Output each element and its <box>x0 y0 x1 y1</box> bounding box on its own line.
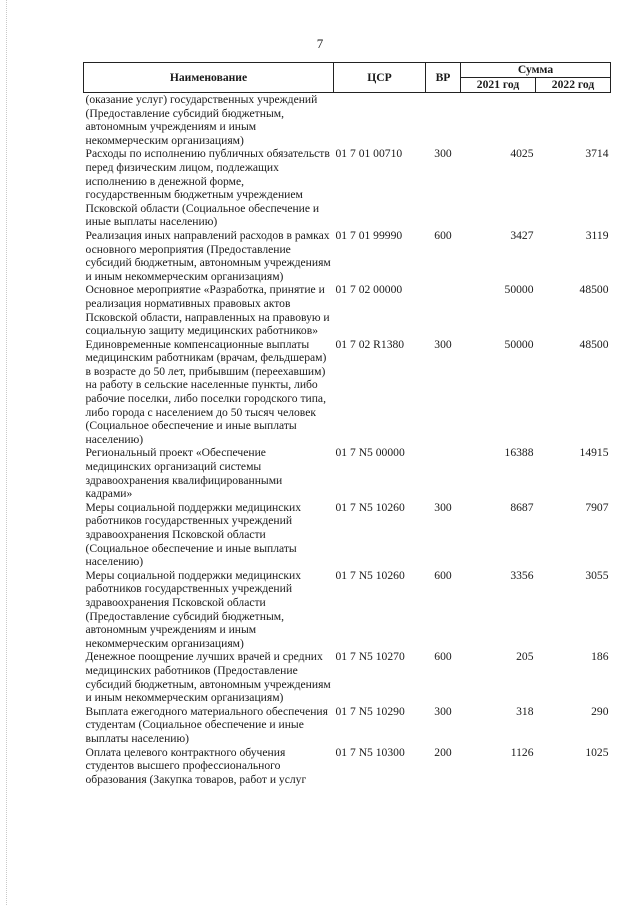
table-row <box>84 147 611 229</box>
row-name: Меры социальной поддержки медицинских работников государственных учреждений здравоохранения Псковской области (Социальное обеспечение и иные выплаты населению) <box>85 500 302 569</box>
table-row <box>84 569 611 651</box>
row-sum-2022: 1025 <box>585 745 609 759</box>
row-sum-2022: 3055 <box>585 568 609 582</box>
header-csr: ЦСР <box>334 63 426 93</box>
header-vr: ВР <box>426 63 461 93</box>
row-sum-2022: 3119 <box>585 228 609 242</box>
row-vr <box>426 446 461 500</box>
page-number: 7 <box>316 36 324 51</box>
row-csr: 01 7 N5 10260 <box>335 500 405 514</box>
row-sum-2021: 8687 <box>510 500 534 514</box>
row-sum-2022: 48500 <box>579 337 609 351</box>
row-sum-2022 <box>536 93 611 148</box>
row-csr <box>334 93 426 148</box>
row-vr: 300 <box>434 337 452 351</box>
row-vr: 300 <box>434 704 452 718</box>
row-name: Расходы по исполнению публичных обязательств перед физическим лицом, подлежащих исполнению в денежной форме, государственным бюджетным учреждением Псковской области (Социальное обеспечение и иные выплаты населению) <box>85 147 330 229</box>
row-csr: 01 7 02 00000 <box>335 283 403 297</box>
row-sum-2021 <box>461 93 536 148</box>
row-name: Единовременные компенсационные выплаты медицинским работникам (врачам, фельдшерам) в возрасте до 50 лет, прибывшим (переехавшим) на работу в сельские населенные пункты, либо рабочие поселки, либо поселки городского типа, либо города с населением до 50 тысяч человек (Социальное обеспечение и иные выплаты населению) <box>85 337 327 446</box>
row-csr: 01 7 01 00710 <box>335 147 403 161</box>
table-row <box>84 446 611 500</box>
header-year-2022: 2022 год <box>536 78 611 93</box>
row-sum-2021: 1126 <box>510 745 534 759</box>
table-row <box>84 93 611 148</box>
row-csr: 01 7 N5 10270 <box>335 650 405 664</box>
row-sum-2022: 3714 <box>585 147 609 161</box>
row-name: Реализация иных направлений расходов в рамках основного мероприятия (Предоставление субсидий бюджетным, автономным учреждениям и иным некоммерческим организациям) <box>85 228 331 283</box>
row-sum-2021: 205 <box>516 650 534 664</box>
table-row <box>84 338 611 447</box>
budget-table <box>83 62 611 786</box>
row-name: Оплата целевого контрактного обучения студентов высшего профессионального образования (Закупка товаров, работ и услуг <box>85 745 307 786</box>
row-csr: 01 7 N5 10290 <box>335 704 405 718</box>
row-sum-2021: 3356 <box>510 568 534 582</box>
row-sum-2021: 16388 <box>504 446 534 460</box>
row-vr <box>426 93 461 148</box>
row-vr <box>426 283 461 337</box>
row-vr: 600 <box>434 650 452 664</box>
table-row <box>84 746 611 787</box>
header-year-2021: 2021 год <box>461 78 536 93</box>
row-name: Выплата ежегодного материального обеспечения студентам (Социальное обеспечение и иные выплаты населению) <box>85 704 328 745</box>
row-sum-2021: 318 <box>516 704 534 718</box>
row-csr: 01 7 N5 00000 <box>335 446 405 460</box>
table-row <box>84 283 611 337</box>
table-row <box>84 650 611 704</box>
row-name: (оказание услуг) государственных учреждений (Предоставление субсидий бюджетным, автономным учреждениям и иным некоммерческим организациям) <box>85 93 318 147</box>
table-header <box>84 63 611 93</box>
table-row <box>84 705 611 746</box>
row-vr: 600 <box>434 568 452 582</box>
row-csr: 01 7 02 R1380 <box>335 337 405 351</box>
row-csr: 01 7 N5 10260 <box>335 568 405 582</box>
row-vr: 300 <box>434 500 452 514</box>
row-sum-2021: 50000 <box>504 283 534 297</box>
row-sum-2021: 3427 <box>510 228 534 242</box>
scan-edge-line <box>6 0 7 905</box>
row-name: Денежное поощрение лучших врачей и средних медицинских работников (Предоставление субсидий бюджетным, автономным учреждениям и иным некоммерческим организациям) <box>85 650 331 705</box>
table-row <box>84 501 611 569</box>
row-vr: 200 <box>434 745 452 759</box>
row-sum-2022: 14915 <box>579 446 609 460</box>
row-sum-2022: 290 <box>591 704 609 718</box>
row-sum-2022: 186 <box>591 650 609 664</box>
table-row <box>84 229 611 283</box>
row-csr: 01 7 01 99990 <box>335 228 403 242</box>
header-name: Наименование <box>84 63 334 93</box>
row-name: Региональный проект «Обеспечение медицинских организаций системы здравоохранения квалифицированными кадрами» <box>85 446 283 501</box>
header-sum: Сумма <box>461 63 611 78</box>
row-name: Основное мероприятие «Разработка, принятие и реализация нормативных правовых актов Псковской области, направленных на правовую и социальную защиту медицинских работников» <box>85 283 330 338</box>
row-sum-2022: 7907 <box>585 500 609 514</box>
row-name: Меры социальной поддержки медицинских работников государственных учреждений здравоохранения Псковской области (Предоставление субсидий бюджетным, автономным учреждениям и иным некоммерческим организациям) <box>85 568 302 650</box>
row-vr: 600 <box>434 228 452 242</box>
row-sum-2022: 48500 <box>579 283 609 297</box>
row-vr: 300 <box>434 147 452 161</box>
row-sum-2021: 50000 <box>504 337 534 351</box>
row-csr: 01 7 N5 10300 <box>335 745 405 759</box>
row-sum-2021: 4025 <box>510 147 534 161</box>
